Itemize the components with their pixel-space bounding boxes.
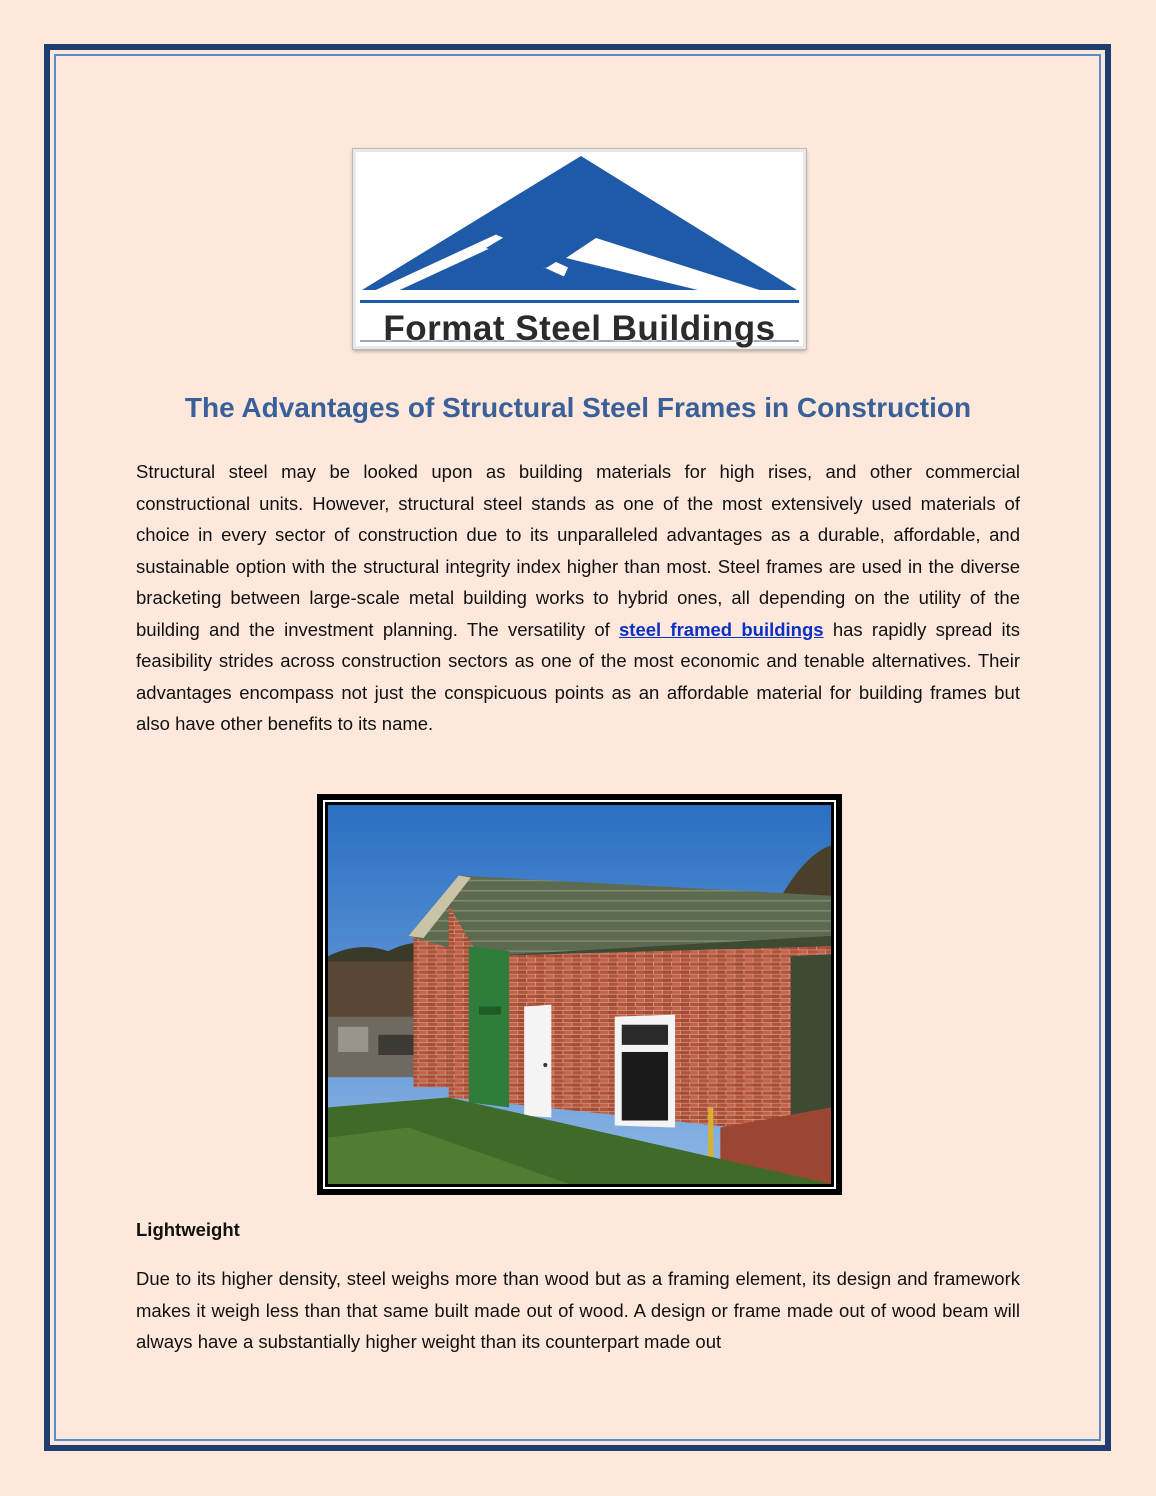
building-photo-frame: [317, 794, 842, 1195]
steel-building-photo: [328, 805, 831, 1184]
intro-text-before-link: Structural steel may be looked upon as building materials for high rises, and other commercial constructional units. However, structural steel stands as one of the most extensively used materials of choice in every sector of construction due to its unparalleled advantages as a durable, affordable, and sustainable option with the structural integrity index higher than most. Steel frames are used in the diverse bracketing between large-scale metal building works to hybrid ones, all depending on the utility of the building and the investment planning. The versatility of: [136, 461, 1020, 640]
steel-framed-buildings-link[interactable]: steel framed buildings: [619, 618, 824, 640]
lightweight-heading: Lightweight: [136, 1219, 240, 1240]
lightweight-paragraph: Due to its higher density, steel weighs more than wood but as a framing element, its design and framework makes it weigh less than that same built made out of wood. A design or frame made out of wood beam will always have a substantially higher weight than its counterpart made out: [136, 1268, 1020, 1352]
photo-inner-border: [323, 800, 836, 1189]
company-logo: [353, 149, 806, 349]
intro-text-after-link: has rapidly spread its feasibility strides across construction sectors as one of the most economic and tenable alternatives. Their advantages encompass not just the conspicuous points as an affordable material for building frames but also have other benefits to its name.: [136, 618, 1020, 734]
logo-text: Format Steel Buildings: [383, 309, 776, 348]
page-title: The Advantages of Structural Steel Frames in Construction: [184, 392, 972, 423]
intro-paragraph: [136, 456, 1020, 740]
